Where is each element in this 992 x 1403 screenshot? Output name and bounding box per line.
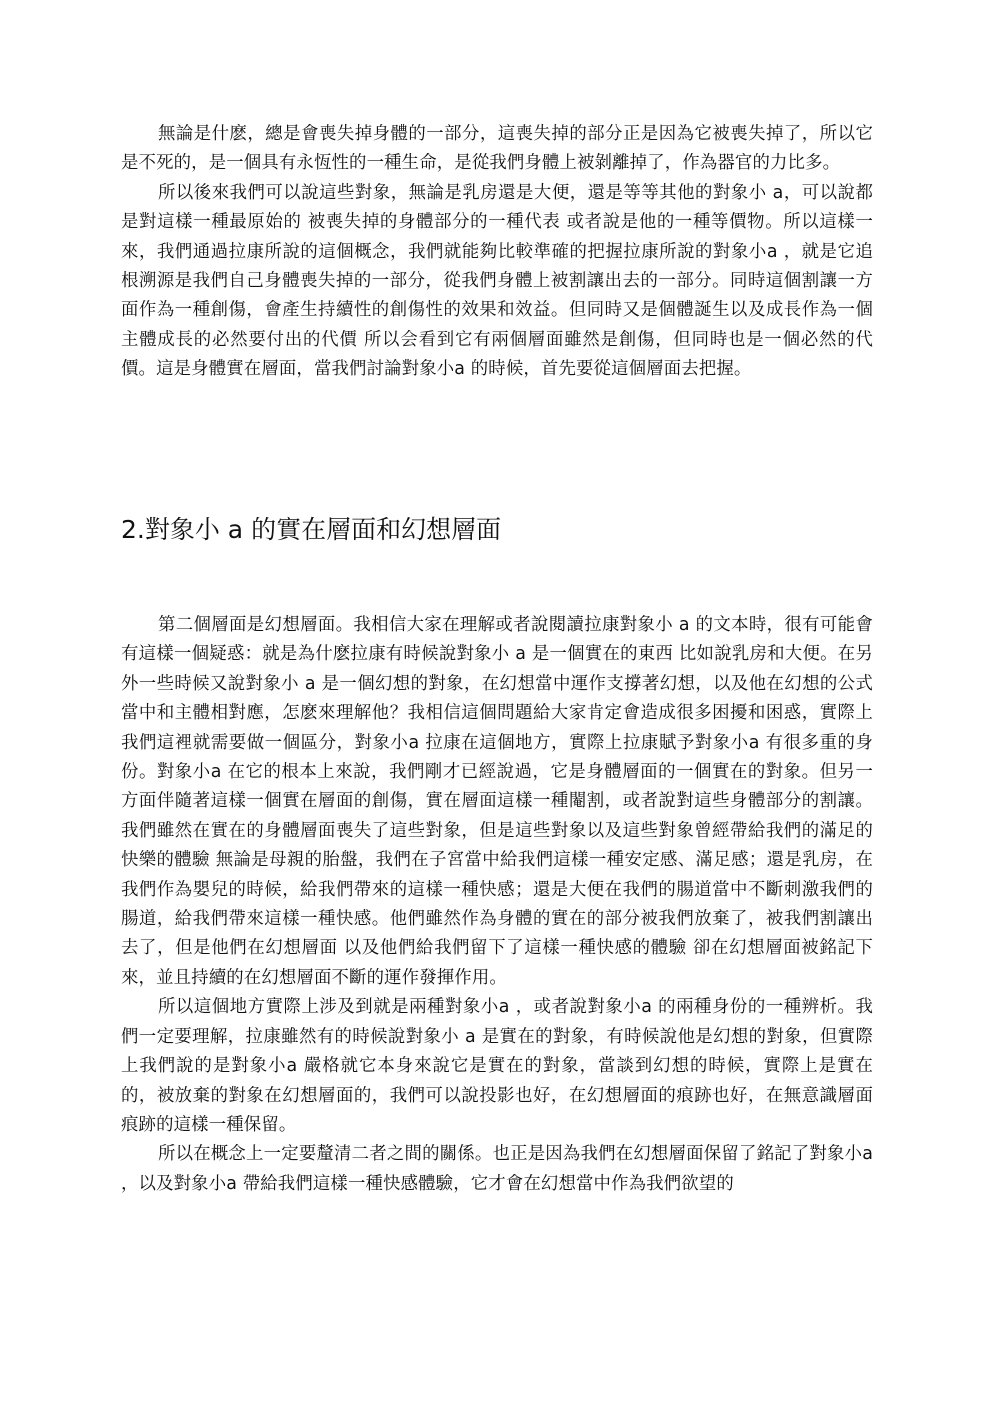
section-body-1: [121, 120, 873, 385]
paragraph: 第二個層面是幻想層面。我相信大家在理解或者說閱讀拉康對象小 a 的文本時，很有可能會有這樣一個疑惑：就是為什麽拉康有時候說對象小 a 是一個實在的東西 比如說乳房和大便。在另外一些時候又說對象小 a 是一個幻想的對象，在幻想當中運作支撐著幻想，以及他在幻想的公式當中和主體相對應，怎麽來理解他？我相信這個問題給大家肯定會造成很多困擾和困惑，實際上我們這裡就需要做一個區分，對象小a 拉康在這個地方，實際上拉康賦予對象小a 有很多重的身份。對象小a 在它的根本上來說，我們剛才已經說過，它是身體層面的一個實在的對象。但另一方面伴隨著這樣一個實在層面的創傷，實在層面這樣一種閹割，或者說對這些身體部分的割讓。我們雖然在實在的身體層面喪失了這些對象，但是這些對象以及這些對象曾經帶給我們的滿足的 快樂的體驗 無論是母親的胎盤，我們在子宮當中給我們這樣一種安定感、滿足感；還是乳房，在我們作為嬰兒的時候，給我們帶來的這樣一種快感；還是大便在我們的腸道當中不斷刺激我們的腸道，給我們帶來這樣一種快感。他們雖然作為身體的實在的部分被我們放棄了，被我們割讓出去了，但是他們在幻想層面 以及他們給我們留下了這樣一種快感的體驗 卻在幻想層面被銘記下來，並且持續的在幻想層面不斷的運作發揮作用。: [121, 615, 873, 988]
paragraph: 所以這個地方實際上涉及到就是兩種對象小a ，或者說對象小a 的兩種身份的一種辨析。我們一定要理解，拉康雖然有的時候說對象小 a 是實在的對象，有時候說他是幻想的對象，但實際上我們說的是對象小a 嚴格就它本身來說它是實在的對象，當談到幻想的時候，實際上是實在的，被放棄的對象在幻想層面的，我們可以說投影也好，在幻想層面的痕跡也好，在無意識層面痕跡的這樣一種保留。: [121, 997, 873, 1135]
paragraph: 所以在概念上一定要釐清二者之間的關係。也正是因為我們在幻想層面保留了銘記了對象小a ，以及對象小a 帶給我們這樣一種快感體驗，它才會在幻想當中作為我們欲望的: [121, 1144, 873, 1194]
paragraph: 無論是什麽，總是會喪失掉身體的一部分，這喪失掉的部分正是因為它被喪失掉了，所以它是不死的，是一個具有永恆性的一種生命，是從我們身體上被剝離掉了，作為器官的力比多。: [121, 124, 873, 174]
section-heading: 2.對象小 a 的實在層面和幻想層面: [121, 515, 502, 544]
section-body-2: [121, 611, 873, 1199]
paragraph: 所以後來我們可以說這些對象，無論是乳房還是大便，還是等等其他的對象小 a，可以說都是對這樣一種最原始的 被喪失掉的身體部分的一種代表 或者說是他的一種等價物。所以這樣一來，我們通過拉康所說的這個概念，我們就能夠比較準確的把握拉康所說的對象小a ，就是它追根溯源是我們自己身體喪失掉的一部分，從我們身體上被割讓出去的一部分。同時這個割讓一方面作為一種創傷，會產生持續性的創傷性的效果和效益。但同時又是個體誕生以及成長作為一個主體成長的必然要付出的代價 所以会看到它有兩個層面雖然是創傷，但同時也是一個必然的代價。這是身體實在層面，當我們討論對象小a 的時候，首先要從這個層面去把握。: [121, 182, 873, 380]
